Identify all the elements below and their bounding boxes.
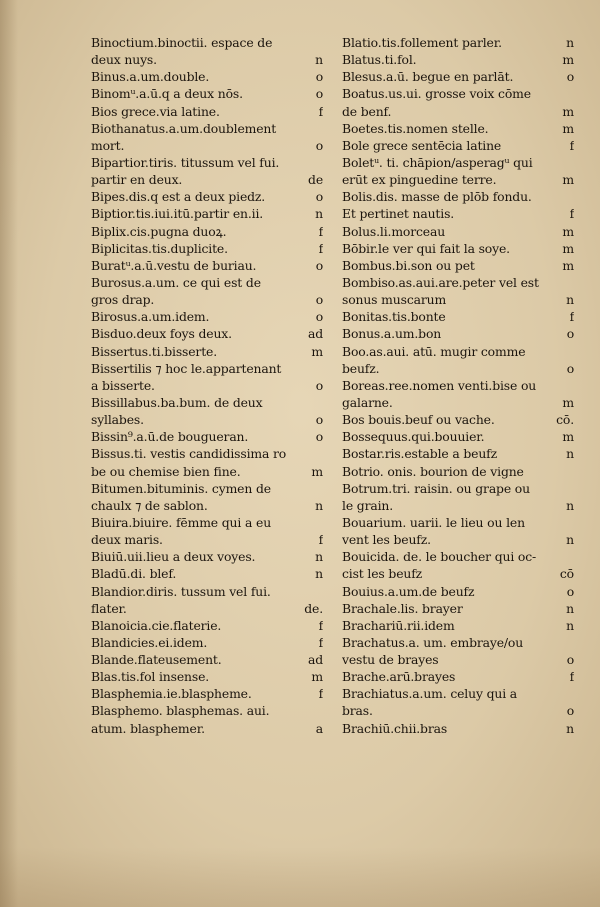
grammar-marker: m: [562, 223, 574, 239]
entry-text: Bipes.dis.q est a deux piedz.: [91, 189, 266, 205]
dictionary-line: [342, 480, 574, 497]
grammar-marker: f: [318, 240, 323, 256]
grammar-marker: de: [308, 172, 323, 188]
entry-text: Blatio.tis.follement parler.: [342, 35, 502, 50]
dictionary-line: [342, 85, 574, 102]
dictionary-line: [342, 600, 574, 617]
dictionary-line: [342, 154, 574, 171]
grammar-marker: f: [318, 634, 323, 650]
dictionary-line: [342, 685, 574, 702]
entry-text: Bouius.a.um.de beufz: [342, 583, 475, 599]
dictionary-line: [91, 51, 323, 68]
grammar-marker: o: [315, 429, 323, 445]
grammar-marker: f: [318, 223, 323, 239]
entry-text: Brachariū.rii.idem: [342, 617, 455, 633]
entry-text: Bonitas.tis.bonte: [342, 309, 446, 325]
entry-text: galarne.: [342, 394, 393, 410]
grammar-marker: o: [315, 257, 323, 273]
grammar-marker: f: [318, 617, 323, 633]
entry-text: partir en deux.: [91, 172, 183, 188]
grammar-marker: f: [569, 137, 574, 153]
dictionary-line: [91, 685, 323, 702]
grammar-marker: m: [562, 172, 574, 188]
entry-text: Boetes.tis.nomen stelle.: [342, 120, 489, 136]
entry-text: be ou chemise bien fine.: [91, 463, 241, 479]
grammar-marker: ad: [307, 326, 323, 342]
grammar-marker: o: [566, 326, 574, 342]
dictionary-line: [91, 497, 323, 514]
entry-text: Bolis.dis. masse de plōb fondu.: [342, 189, 532, 205]
entry-text: beufz.: [342, 360, 380, 376]
grammar-marker: o: [566, 360, 574, 376]
entry-text: Biuiū.uii.lieu a deux voyes.: [91, 549, 256, 565]
entry-text: Blesus.a.ū. begue en parlāt.: [342, 69, 514, 85]
entry-text: Bissertus.ti.bisserte.: [91, 343, 217, 359]
dictionary-line: [342, 103, 574, 120]
grammar-marker: m: [562, 394, 574, 410]
entry-text: Bissus.ti. vestis candidissima ro: [91, 446, 287, 462]
dictionary-line: [342, 583, 574, 600]
grammar-marker: f: [569, 669, 574, 685]
grammar-marker: n: [315, 497, 323, 513]
entry-text: Blas.tis.fol insense.: [91, 669, 210, 685]
entry-text: Binus.a.um.double.: [91, 69, 210, 85]
entry-text: Biplix.cis.pugna duoꝝ.: [91, 223, 227, 239]
dictionary-line: [91, 257, 323, 274]
dictionary-line: [91, 103, 323, 120]
grammar-marker: m: [311, 463, 323, 479]
grammar-marker: m: [562, 429, 574, 445]
entry-text: Blande.flateusement.: [91, 652, 222, 668]
entry-text: Blatus.ti.fol.: [342, 52, 417, 68]
entry-text: vestu de brayes: [342, 652, 439, 668]
entry-text: Bisduo.deux foys deux.: [91, 326, 232, 342]
dictionary-line: [91, 445, 323, 462]
entry-text: Brachatus.a. um. embraye/ou: [342, 634, 524, 650]
grammar-marker: n: [315, 549, 323, 565]
entry-text: mort.: [91, 137, 125, 153]
grammar-marker: n: [566, 35, 574, 50]
dictionary-line: [342, 188, 574, 205]
dictionary-line: [342, 308, 574, 325]
grammar-marker: o: [566, 652, 574, 668]
entry-text: Bombus.bi.son ou pet: [342, 257, 475, 273]
grammar-marker: f: [569, 206, 574, 222]
grammar-marker: m: [562, 52, 574, 68]
dictionary-line: [91, 548, 323, 565]
dictionary-line: [342, 360, 574, 377]
page-bottom-shade: [0, 847, 600, 907]
grammar-marker: o: [566, 703, 574, 719]
grammar-marker: f: [318, 103, 323, 119]
entry-text: Boatus.us.ui. grosse voix cōme: [342, 86, 531, 102]
dictionary-line: [91, 565, 323, 582]
right-column: [342, 34, 574, 737]
dictionary-line: [342, 720, 574, 737]
entry-text: cist les beufz: [342, 566, 423, 582]
dictionary-line: [342, 428, 574, 445]
grammar-marker: cō.: [556, 412, 574, 428]
entry-text: Blandior.diris. tussum vel fui.: [91, 583, 271, 599]
dictionary-line: [91, 360, 323, 377]
grammar-marker: n: [566, 617, 574, 633]
grammar-marker: n: [315, 566, 323, 582]
entry-text: Boletᵘ. ti. chāpion/asperagᵘ qui: [342, 154, 533, 170]
dictionary-line: [342, 702, 574, 719]
entry-text: Brachiatus.a.um. celuy qui a: [342, 686, 518, 702]
entry-text: Burosus.a.um. ce qui est de: [91, 274, 261, 290]
grammar-marker: o: [566, 69, 574, 85]
left-column: [91, 34, 323, 737]
entry-text: Bouicida. de. le boucher qui oc-: [342, 549, 537, 565]
dictionary-line: [91, 634, 323, 651]
dictionary-line: [91, 480, 323, 497]
grammar-marker: n: [566, 292, 574, 308]
dictionary-line: [91, 600, 323, 617]
entry-text: atum. blasphemer.: [91, 720, 205, 736]
entry-text: Biothanatus.a.um.doublement: [91, 120, 277, 136]
entry-text: Bios grece.via latine.: [91, 103, 220, 119]
grammar-marker: m: [311, 343, 323, 359]
grammar-marker: cō: [559, 566, 574, 582]
dictionary-line: [91, 223, 323, 240]
dictionary-line: [342, 531, 574, 548]
entry-text: Birosus.a.um.idem.: [91, 309, 210, 325]
grammar-marker: ad: [307, 652, 323, 668]
entry-text: Bos bouis.beuf ou vache.: [342, 412, 495, 428]
dictionary-line: [342, 394, 574, 411]
entry-text: deux nuys.: [91, 52, 157, 68]
entry-text: Bonus.a.um.bon: [342, 326, 442, 342]
entry-text: Biptior.tis.iui.itū.partir en.ii.: [91, 206, 264, 222]
grammar-marker: f: [569, 309, 574, 325]
dictionary-line: [91, 205, 323, 222]
entry-text: Bladū.di. blef.: [91, 566, 177, 582]
grammar-marker: n: [566, 497, 574, 513]
entry-text: de benf.: [342, 103, 392, 119]
dictionary-line: [342, 497, 574, 514]
dictionary-line: [91, 702, 323, 719]
entry-text: Biplicitas.tis.duplicite.: [91, 240, 228, 256]
grammar-marker: f: [318, 686, 323, 702]
dictionary-line: [342, 617, 574, 634]
grammar-marker: o: [315, 69, 323, 85]
entry-text: Blandicies.ei.idem.: [91, 634, 208, 650]
entry-text: Bole grece sentēcia latine: [342, 137, 502, 153]
grammar-marker: o: [315, 137, 323, 153]
entry-text: Bossequus.qui.bouuier.: [342, 429, 485, 445]
grammar-marker: m: [311, 669, 323, 685]
entry-text: Bissertilis ⁊ hoc le.appartenant: [91, 360, 282, 376]
dictionary-line: [342, 171, 574, 188]
grammar-marker: o: [315, 412, 323, 428]
entry-text: Bolus.li.morceau: [342, 223, 446, 239]
entry-text: Bipartior.tiris. titussum vel fui.: [91, 154, 280, 170]
dictionary-line: [91, 188, 323, 205]
dictionary-line: [91, 720, 323, 737]
dictionary-line: [342, 514, 574, 531]
entry-text: Binoctium.binoctii. espace de: [91, 35, 273, 50]
entry-text: Bitumen.bituminis. cymen de: [91, 480, 271, 496]
entry-text: flater.: [91, 600, 127, 616]
dictionary-line: [342, 240, 574, 257]
entry-text: sonus muscarum: [342, 292, 447, 308]
entry-text: vent les beufz.: [342, 532, 431, 548]
grammar-marker: o: [315, 189, 323, 205]
entry-text: Buratᵘ.a.ū.vestu de buriau.: [91, 257, 257, 273]
grammar-marker: f: [318, 532, 323, 548]
entry-text: Bostar.ris.estable a beufz: [342, 446, 497, 462]
page-gutter-shadow: [0, 0, 18, 907]
dictionary-line: [91, 120, 323, 137]
dictionary-line: [91, 85, 323, 102]
dictionary-line: [91, 428, 323, 445]
dictionary-line: [342, 445, 574, 462]
dictionary-line: [342, 325, 574, 342]
entry-text: Biuira.biuire. fēmme qui a eu: [91, 514, 272, 530]
grammar-marker: n: [566, 600, 574, 616]
grammar-marker: o: [315, 377, 323, 393]
dictionary-line: [342, 291, 574, 308]
dictionary-line: [342, 68, 574, 85]
dictionary-line: [91, 68, 323, 85]
dictionary-line: [91, 377, 323, 394]
dictionary-line: [91, 617, 323, 634]
grammar-marker: n: [315, 206, 323, 222]
dictionary-line: [342, 668, 574, 685]
grammar-marker: m: [562, 240, 574, 256]
dictionary-line: [91, 171, 323, 188]
entry-text: Botrum.tri. raisin. ou grape ou: [342, 480, 530, 496]
dictionary-line: [342, 463, 574, 480]
dictionary-line: [91, 514, 323, 531]
dictionary-line: [91, 583, 323, 600]
grammar-marker: m: [562, 103, 574, 119]
grammar-marker: o: [315, 292, 323, 308]
dictionary-line: [342, 548, 574, 565]
entry-text: Brachiū.chii.bras: [342, 720, 448, 736]
dictionary-line: [91, 343, 323, 360]
dictionary-line: [91, 668, 323, 685]
grammar-marker: o: [315, 86, 323, 102]
dictionary-line: [342, 274, 574, 291]
dictionary-line: [342, 377, 574, 394]
dictionary-line: [91, 394, 323, 411]
entry-text: Brache.arū.brayes: [342, 669, 456, 685]
entry-text: le grain.: [342, 497, 394, 513]
grammar-marker: n: [566, 446, 574, 462]
grammar-marker: n: [566, 532, 574, 548]
dictionary-line: [91, 240, 323, 257]
dictionary-line: [342, 565, 574, 582]
entry-text: Blanoicia.cie.flaterie.: [91, 617, 222, 633]
grammar-marker: o: [566, 583, 574, 599]
dictionary-line: [342, 343, 574, 360]
dictionary-line: [342, 634, 574, 651]
dictionary-line: [342, 205, 574, 222]
dictionary-line: [342, 51, 574, 68]
entry-text: Boreas.ree.nomen venti.bise ou: [342, 377, 537, 393]
grammar-marker: m: [562, 120, 574, 136]
entry-text: Bombiso.as.aui.are.peter vel est: [342, 274, 539, 290]
dictionary-line: [342, 411, 574, 428]
dictionary-line: [91, 34, 323, 51]
entry-text: Bissin⁹.a.ū.de bougueran.: [91, 429, 249, 445]
grammar-marker: n: [566, 720, 574, 736]
dictionary-line: [342, 34, 574, 51]
dictionary-line: [91, 651, 323, 668]
entry-text: Bissillabus.ba.bum. de deux: [91, 394, 263, 410]
dictionary-line: [342, 137, 574, 154]
grammar-marker: o: [315, 309, 323, 325]
entry-text: Bouarium. uarii. le lieu ou len: [342, 514, 525, 530]
entry-text: erūt ex pinguedine terre.: [342, 172, 497, 188]
dictionary-line: [342, 223, 574, 240]
entry-text: Botrio. onis. bourion de vigne: [342, 463, 524, 479]
dictionary-line: [91, 308, 323, 325]
entry-text: Blasphemo. blasphemas. aui.: [91, 703, 270, 719]
dictionary-line: [342, 120, 574, 137]
grammar-marker: a: [315, 720, 323, 736]
entry-text: syllabes.: [91, 412, 144, 428]
entry-text: Et pertinet nautis.: [342, 206, 455, 222]
entry-text: Blasphemia.ie.blaspheme.: [91, 686, 252, 702]
dictionary-line: [342, 257, 574, 274]
grammar-marker: n: [315, 52, 323, 68]
dictionary-line: [91, 411, 323, 428]
entry-text: deux maris.: [91, 532, 163, 548]
grammar-marker: de.: [304, 600, 323, 616]
entry-text: bras.: [342, 703, 373, 719]
dictionary-line: [91, 531, 323, 548]
grammar-marker: m: [562, 257, 574, 273]
dictionary-line: [91, 137, 323, 154]
dictionary-line: [91, 325, 323, 342]
dictionary-line: [342, 651, 574, 668]
entry-text: Boo.as.aui. atū. mugir comme: [342, 343, 526, 359]
entry-text: Bōbir.le ver qui fait la soye.: [342, 240, 510, 256]
dictionary-line: [91, 463, 323, 480]
dictionary-line: [91, 274, 323, 291]
dictionary-line: [91, 291, 323, 308]
entry-text: Binomᵘ.a.ū.q a deux nōs.: [91, 86, 243, 102]
entry-text: Brachale.lis. brayer: [342, 600, 463, 616]
dictionary-line: [91, 154, 323, 171]
entry-text: gros drap.: [91, 292, 155, 308]
entry-text: a bisserte.: [91, 377, 155, 393]
entry-text: chaulx ⁊ de sablon.: [91, 497, 208, 513]
